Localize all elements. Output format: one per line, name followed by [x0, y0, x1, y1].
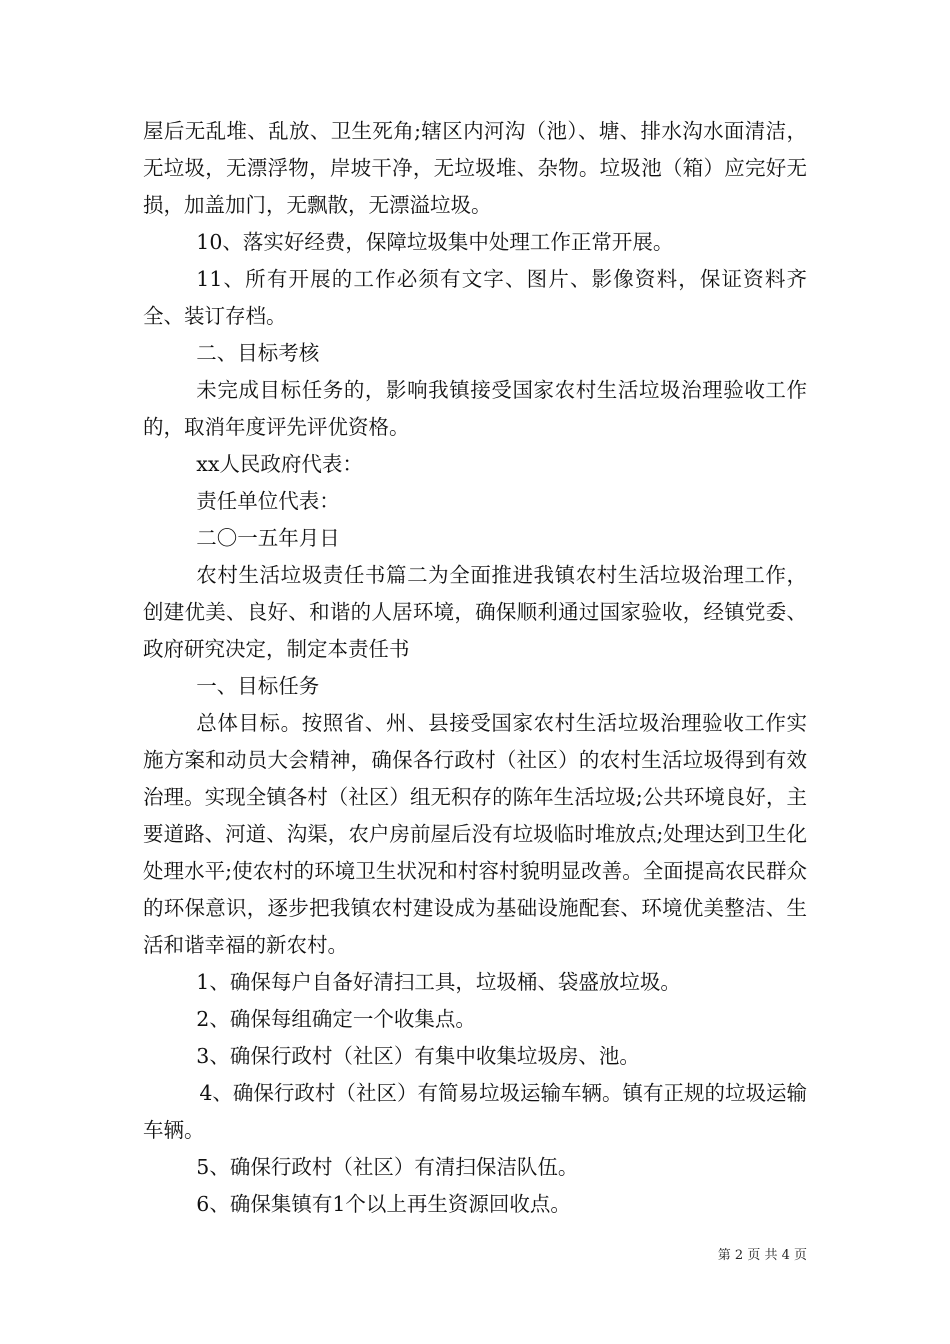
paragraph-part-two-intro: 农村生活垃圾责任书篇二为全面推进我镇农村生活垃圾治理工作，创建优美、良好、和谐的人居环境，确保顺利通过国家验收，经镇党委、政府研究决定，制定本责任书: [143, 563, 807, 661]
paragraph-continued: 屋后无乱堆、乱放、卫生死角;辖区内河沟（池）、塘、排水沟水面清洁，无垃圾，无漂浮物，岸坡干净，无垃圾堆、杂物。垃圾池（箱）应完好无损，加盖加门，无飘散，无漂溢垃圾。: [143, 119, 807, 217]
section-heading-assessment: 二、目标考核: [196, 341, 320, 365]
document-date: 二〇一五年月日: [196, 526, 340, 550]
paragraph-item-4: 4、确保行政村（社区）有简易垃圾运输车辆。镇有正规的垃圾运输车辆。: [143, 1081, 807, 1142]
paragraph-item-5: 5、确保行政村（社区）有清扫保洁队伍。: [196, 1155, 579, 1179]
section-heading-targets: 一、目标任务: [196, 674, 320, 698]
paragraph-item-6: 6、确保集镇有1个以上再生资源回收点。: [196, 1192, 571, 1216]
signature-government: xx人民政府代表：: [196, 452, 363, 476]
paragraph-item-2: 2、确保每组确定一个收集点。: [196, 1007, 476, 1031]
document-body: [143, 113, 807, 1223]
paragraph-item-11: 11、所有开展的工作必须有文字、图片、影像资料，保证资料齐全、装订存档。: [143, 267, 807, 328]
page-number-footer: 第 2 页 共 4 页: [717, 1248, 807, 1263]
paragraph-overall-goal: 总体目标。按照省、州、县接受国家农村生活垃圾治理验收工作实施方案和动员大会精神，确保各行政村（社区）的农村生活垃圾得到有效治理。实现全镇各村（社区）组无积存的陈年生活垃圾;公共环境良好，主要道路、河道、沟渠，农户房前屋后没有垃圾临时堆放点;处理达到卫生化处理水平;使农村的环境卫生状况和村容村貌明显改善。全面提高农民群众的环保意识，逐步把我镇农村建设成为基础设施配套、环境优美整洁、生活和谐幸福的新农村。: [143, 711, 807, 957]
signature-unit: 责任单位代表：: [196, 489, 340, 513]
paragraph-item-3: 3、确保行政村（社区）有集中收集垃圾房、池。: [196, 1044, 640, 1068]
paragraph-item-1: 1、确保每户自备好清扫工具，垃圾桶、袋盛放垃圾。: [196, 970, 681, 994]
paragraph-assessment: 未完成目标任务的，影响我镇接受国家农村生活垃圾治理验收工作的，取消年度评先评优资格。: [143, 378, 807, 439]
paragraph-item-10: 10、落实好经费，保障垃圾集中处理工作正常开展。: [196, 230, 674, 254]
